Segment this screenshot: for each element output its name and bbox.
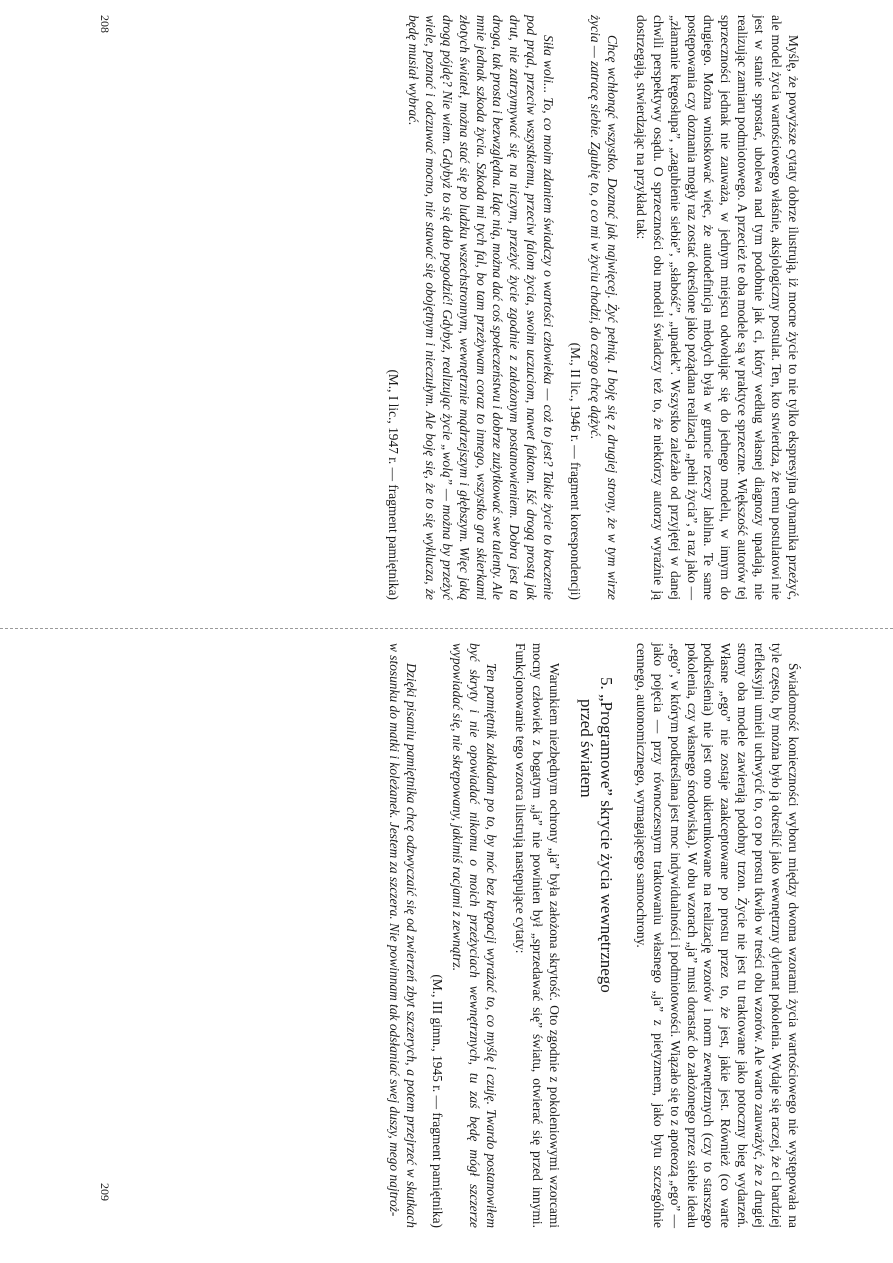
page-number: 209 — [98, 1183, 112, 1201]
quote-source: (M., I lic., 1947 r. — fragment pamiętnika) — [386, 369, 402, 600]
quote-source: (M., II lic., 1946 r. — fragment korespondencji) — [568, 342, 584, 600]
section-heading — [576, 677, 616, 1228]
page-208 — [81, 15, 801, 600]
heading-line: przed światem — [576, 699, 596, 798]
quote-source: (M., III gimn., 1945 r. — fragment pamiętnika) — [430, 974, 446, 1228]
body-paragraph: Świadomość konieczności wyboru między dwoma wzorami życia wartościowego nie występowała na tyle często, by można było ją określić jako wewnętrzny dylemat pokolenia. Wydaje się raczej, że ci bardziej refleksyjni umieli uchwycić to, co po prostu tkwiło w treści obu wzorów. Ale warto zauważyć, że z drugiej strony oba modele zawierają podobny trzon. Życie nie jest tu traktowane jako potoczny bieg wydarzeń. Własne „ego” nie zostaje zaakceptowane po prostu przez to, że jest, jakie jest. Również (co warte podkreślenia) nie jest ono ukierunkowane na realizację wzorów i norm zewnętrznych (czy to starszego pokolenia, czy własnego środowiska). W obu wzorach „ja” musi dorastać do założonego przez siebie ideału „ego”, w którym podkreślana jest moc indywidualności i podmiotowości. Wiązało się to z apoteozą „ego” — jako pojęcia — przy równoczesnym traktowaniu własnego „ja” z pietyzmem, jako bytu szczególnie cennego, autonomicznego, wymagającego samoochrony. — [633, 643, 801, 1228]
body-paragraph: Warunkiem niezbędnym ochrony „ja” była założona skrytość. Oto zgodnie z pokoleniowymi wzorcami mocny człowiek z bogatym „ja” nie powinien był „sprzedawać się” światu, otwierać się przed innymi. Funkcjonowanie tego wzorca ilustrują następujące cytaty: — [513, 643, 562, 1228]
quote-text: Ten pamiętnik zakładam po to, by móc bez krępacji wyrażać to, co myślę i czuję. Twardo postanowiłem być skryty i nie opowiadać nikomu o moich przeżyciach wewnętrznych, tu zaś będę mógł szczerze wypowiadać się, nie skrępowany, jakimiś racjami z zewnątrz. — [450, 643, 500, 1228]
body-paragraph: Myślę, że powyższe cytaty dobrze ilustrują, iż mocne życie to nie tylko ekspresyjna dynamika przeżyć, ale model życia wartościowego właśnie, aksjologiczny postulat. Ten, kto stwierdza, że temu postulatowi nie jest w stanie sprostać, ubolewa nad tym podobnie jak ci, który według własnej diagnozy upadają, nie realizując zamiaru podmiotowego. A przecież te oba modele są w praktyce sprzeczne. Większość autorów tej sprzeczności jednak nie zauważa, w jednym miejscu odwołując się do jednego modelu, w innym do drugiego. Można wnioskować więc, że autodefinicja młodych była w gruncie rzeczy labilna. Te same postępowania czy doznania mogły raz zostać określone jako pożądana realizacja „pełni życia”, a raz jako — „złamanie kręgosłupa”, „zagubienie siebie”, „słabość”, „upadek”. Wszystko zależało od przyjętej w danej chwili perspektywy osądu. O sprzeczności obu modeli świadczy też to, że niektórzy autorzy wyraźnie ją dostrzegają, stwierdzając na przykład tak: — [633, 15, 801, 600]
page-number: 208 — [98, 15, 112, 33]
page-divider — [0, 628, 893, 629]
quote-text: Dzięki pisaniu pamiętnika chcę odzwyczaić się od zwierzeń zbyt szczerych, a potem przejrzeć w skutkach w stosunku do matki i koleżanek. Jestem za szczera. Nie powinnam tak odsłaniać swej duszy, mego najtroż- — [386, 643, 419, 1228]
page-209 — [81, 643, 801, 1228]
quote-text: Siła woli... To, co moim zdaniem świadczy o wartości człowieka — coż to jest? Takie życie to kroczenie pod prąd, przeciw wszystkiemu, przeciw falom życia, swoim uczuciom, nawet faktom. Iść drogą prostą jak drut, nie zatrzymywać się na niczym, przeżyć życie zgodnie z założonym postanowieniem. Dobra jest ta droga, tak prosta i bezwzględna. Idąc nią, można dać coś społeczeństwu i dobrze zużytkować swe talenty. Ale mnie jednak szkoda życia. Szkoda mi tych fal, bo tam przeżywam coraz to innego, wszystko gra skierkami złotych świateł, można stać się po ludzku wszechstronnym, wewnętrznie mądrzejszym i głębszym. Więc jaką drogą pójdę? Nie wiem. Gdybyż to się dało pogodzić! Gdybyż, realizując życie „wolą” — można by przeżyć wiele, poznać i odczuwać mocno, nie stawać się obojętnym i nieczułym. Ale boję się, że to się wyklucza, że będę musiał wybrać. — [405, 15, 557, 600]
quote-text: Chcę wchłonąć wszystko. Doznać jak najwięcej. Żyć pełnią. I boję się z drugiej strony, że w tym wirze życia — zatracę siebie. Zgubię to, o co mi w życiu chodzi, do czego chcę dążyć. — [588, 15, 620, 600]
heading-line: 5. „Programowe” skrycie życia wewnętrznego — [596, 677, 616, 993]
